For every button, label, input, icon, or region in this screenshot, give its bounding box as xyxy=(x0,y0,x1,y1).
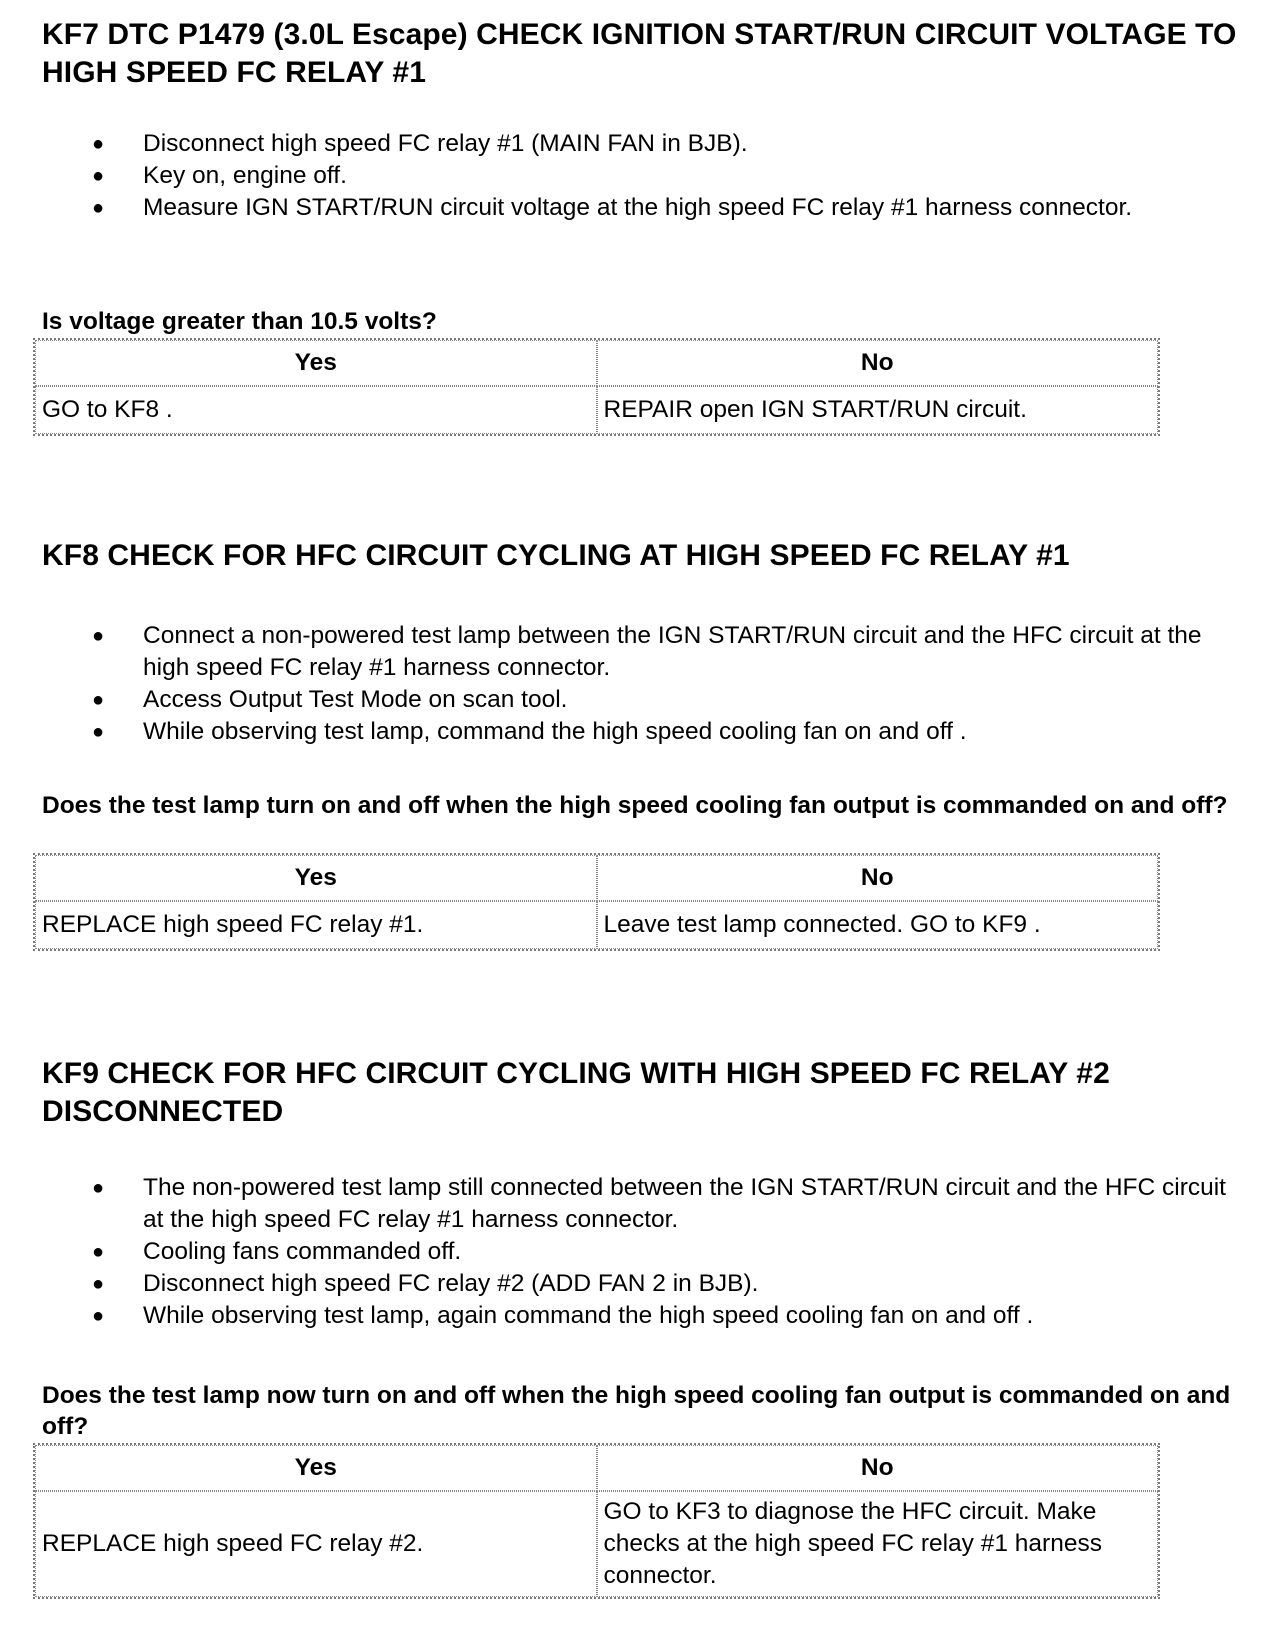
step-text: Cooling fans commanded off. xyxy=(143,1238,462,1265)
table-row xyxy=(35,901,1158,949)
bullet-icon: ● xyxy=(92,197,105,219)
step-item xyxy=(0,160,1280,192)
table-header-row xyxy=(35,855,1158,901)
step-text: Connect a non-powered test lamp between the IGN START/RUN circuit and the HFC circuit at the high speed FC relay #1 harness connector. xyxy=(143,622,1202,681)
step-text: Measure IGN START/RUN circuit voltage at the high speed FC relay #1 harness connector. xyxy=(143,194,1133,221)
step-item xyxy=(0,128,1280,160)
decision-question: Is voltage greater than 10.5 volts? xyxy=(42,308,437,335)
step-item xyxy=(0,620,1280,684)
no-header: No xyxy=(597,855,1159,901)
section-heading: KF9 CHECK FOR HFC CIRCUIT CYCLING WITH HIGH SPEED FC RELAY #2 DISCONNECTED xyxy=(42,1057,1110,1128)
bullet-icon: ● xyxy=(92,1177,105,1199)
bullet-icon: ● xyxy=(92,625,105,647)
yes-header: Yes xyxy=(35,855,597,901)
yes-action: REPLACE high speed FC relay #1. xyxy=(35,901,597,949)
bullet-icon: ● xyxy=(92,1241,105,1263)
no-action: GO to KF3 to diagnose the HFC circuit. Make checks at the high speed FC relay #1 harness connector. xyxy=(597,1491,1159,1597)
decision-question: Does the test lamp turn on and off when the high speed cooling fan output is commanded on and off? xyxy=(42,792,1228,819)
bullet-icon: ● xyxy=(92,1305,105,1327)
step-list xyxy=(0,128,1280,224)
step-item xyxy=(0,1172,1280,1236)
step-item xyxy=(0,1300,1280,1332)
bullet-icon: ● xyxy=(92,721,105,743)
step-item xyxy=(0,1268,1280,1300)
answer-table xyxy=(33,1443,1160,1599)
bullet-icon: ● xyxy=(92,165,105,187)
step-item xyxy=(0,1236,1280,1268)
step-item xyxy=(0,716,1280,748)
step-list xyxy=(0,1172,1280,1332)
bullet-icon: ● xyxy=(92,133,105,155)
table-row xyxy=(35,386,1158,434)
table-header-row xyxy=(35,340,1158,386)
step-text: Disconnect high speed FC relay #1 (MAIN FAN in BJB). xyxy=(143,130,748,157)
bullet-icon: ● xyxy=(92,689,105,711)
step-text: While observing test lamp, again command the high speed cooling fan on and off . xyxy=(143,1302,1034,1329)
no-header: No xyxy=(597,340,1159,386)
decision-question: Does the test lamp now turn on and off when the high speed cooling fan output is commanded on and off? xyxy=(42,1382,1231,1440)
step-item xyxy=(0,684,1280,716)
section-heading: KF7 DTC P1479 (3.0L Escape) CHECK IGNITION START/RUN CIRCUIT VOLTAGE TO HIGH SPEED FC RELAY #1 xyxy=(42,18,1237,89)
step-text: Disconnect high speed FC relay #2 (ADD FAN 2 in BJB). xyxy=(143,1270,759,1297)
step-text: Key on, engine off. xyxy=(143,162,347,189)
yes-header: Yes xyxy=(35,340,597,386)
no-action: REPAIR open IGN START/RUN circuit. xyxy=(597,386,1159,434)
section-heading: KF8 CHECK FOR HFC CIRCUIT CYCLING AT HIGH SPEED FC RELAY #1 xyxy=(42,539,1070,572)
no-header: No xyxy=(597,1445,1159,1491)
step-item xyxy=(0,192,1280,224)
step-list xyxy=(0,620,1280,748)
yes-action: REPLACE high speed FC relay #2. xyxy=(35,1491,597,1597)
step-text: The non-powered test lamp still connected between the IGN START/RUN circuit and the HFC circuit at the high speed FC relay #1 harness connector. xyxy=(143,1174,1226,1233)
table-row xyxy=(35,1491,1158,1597)
step-text: While observing test lamp, command the high speed cooling fan on and off . xyxy=(143,718,967,745)
table-header-row xyxy=(35,1445,1158,1491)
no-action: Leave test lamp connected. GO to KF9 . xyxy=(597,901,1159,949)
yes-action: GO to KF8 . xyxy=(35,386,597,434)
step-text: Access Output Test Mode on scan tool. xyxy=(143,686,568,713)
answer-table xyxy=(33,338,1160,436)
bullet-icon: ● xyxy=(92,1273,105,1295)
answer-table xyxy=(33,853,1160,951)
yes-header: Yes xyxy=(35,1445,597,1491)
